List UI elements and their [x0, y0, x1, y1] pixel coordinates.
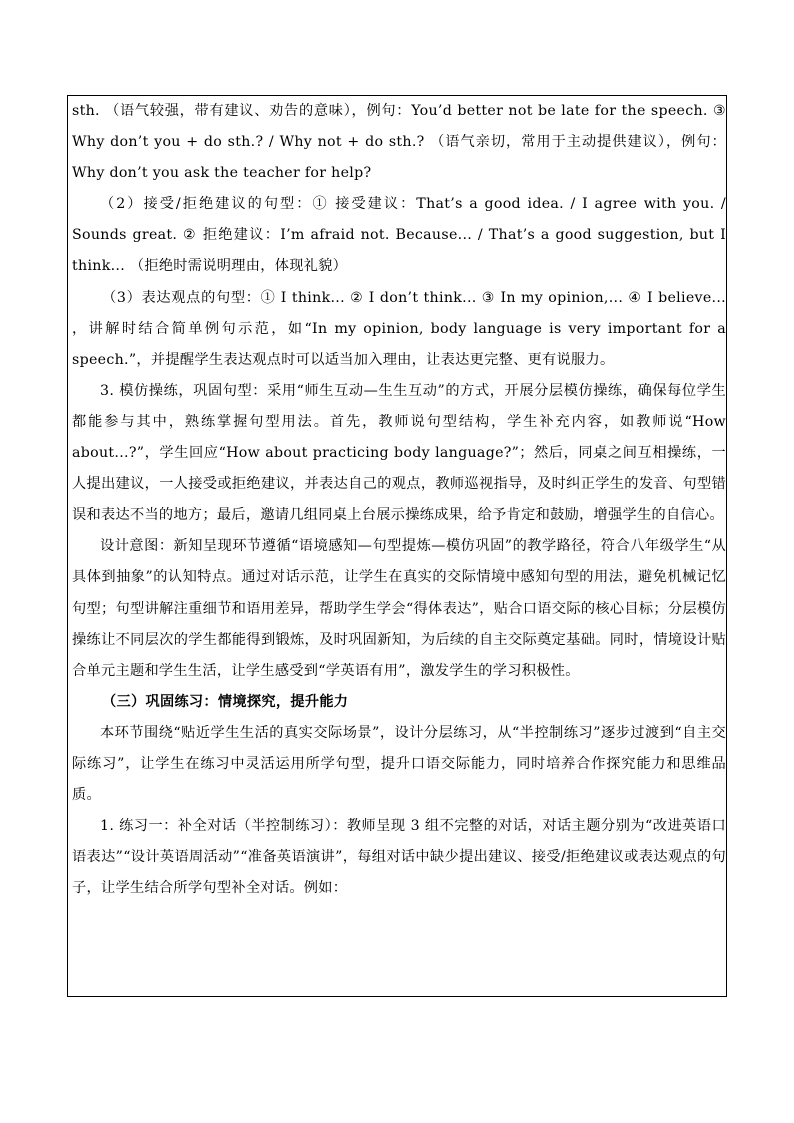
paragraph-example-sentences-continued: sth. （语气较强，带有建议、劝告的意味），例句：You’d better not be late for the speech. ③ Why don’t you + do sth.? / Why not + do sth.? （语气亲切，常用于主动提供建议），例句：Why don’t you ask the teacher for help?	[72, 103, 726, 182]
paragraph-exercise-one: 1. 练习一：补全对话（半控制练习）：教师呈现 3 组不完整的对话，对话主题分别为“改进英语口语表达”“设计英语周活动”“准备英语演讲”，每组对话中缺少提出建议、接受/拒绝建议或表达观点的句子，让学生结合所学句型补全对话。例如：	[72, 818, 726, 897]
document-body	[72, 96, 726, 904]
paragraph-imitation-drills: 3. 模仿操练，巩固句型：采用“师生互动—生生互动”的方式，开展分层模仿操练，确保每位学生都能参与其中，熟练掌握句型用法。首先，教师说句型结构，学生补充内容，如教师说“How about...?”，学生回应“How about practicing body language?”；然后，同桌之间互相操练，一人提出建议，一人接受或拒绝建议，并表达自己的观点，教师巡视指导，及时纠正学生的发音、句型错误和表达不当的地方；最后，邀请几组同桌上台展示操练成果，给予肯定和鼓励，增强学生的自信心。	[72, 382, 726, 524]
section-heading-consolidation: （三）巩固练习：情境探究，提升能力	[102, 693, 349, 710]
paragraph-consolidation-intro: 本环节围绕“贴近学生生活的真实交际场景”，设计分层练习，从“半控制练习”逐步过渡到“自主交际练习”，让学生在练习中灵活运用所学句型，提升口语交际能力，同时培养合作探究能力和思维品质。	[72, 724, 726, 804]
paragraph-opinion-patterns: （3）表达观点的句型：① I think... ② I don’t think... ③ In my opinion,... ④ I believe... ，讲解时结合简单例句示范，如“In my opinion, body language is very important for a speech.”，并提醒学生表达观点时可以适当加入理由，让表达更完整、更有说服力。	[72, 289, 726, 368]
paragraph-design-intent: 设计意图：新知呈现环节遵循“语境感知—句型提炼—模仿巩固”的教学路径，符合八年级学生“从具体到抽象”的认知特点。通过对话示范，让学生在真实的交际情境中感知句型的用法，避免机械记忆句型；句型讲解注重细节和语用差异，帮助学生学会“得体表达”，贴合口语交际的核心目标；分层模仿操练让不同层次的学生都能得到锻炼，及时巩固新知，为后续的自主交际奠定基础。同时，情境设计贴合单元主题和学生生活，让学生感受到“学英语有用”，激发学生的学习积极性。	[72, 538, 726, 679]
paragraph-accept-reject-patterns: （2）接受/拒绝建议的句型：① 接受建议：That’s a good idea. / I agree with you. / Sounds great. ② 拒绝建议：I’m afraid not. Because... / That’s a good suggestion, but I think... （拒绝时需说明理由，体现礼貌）	[72, 196, 726, 275]
